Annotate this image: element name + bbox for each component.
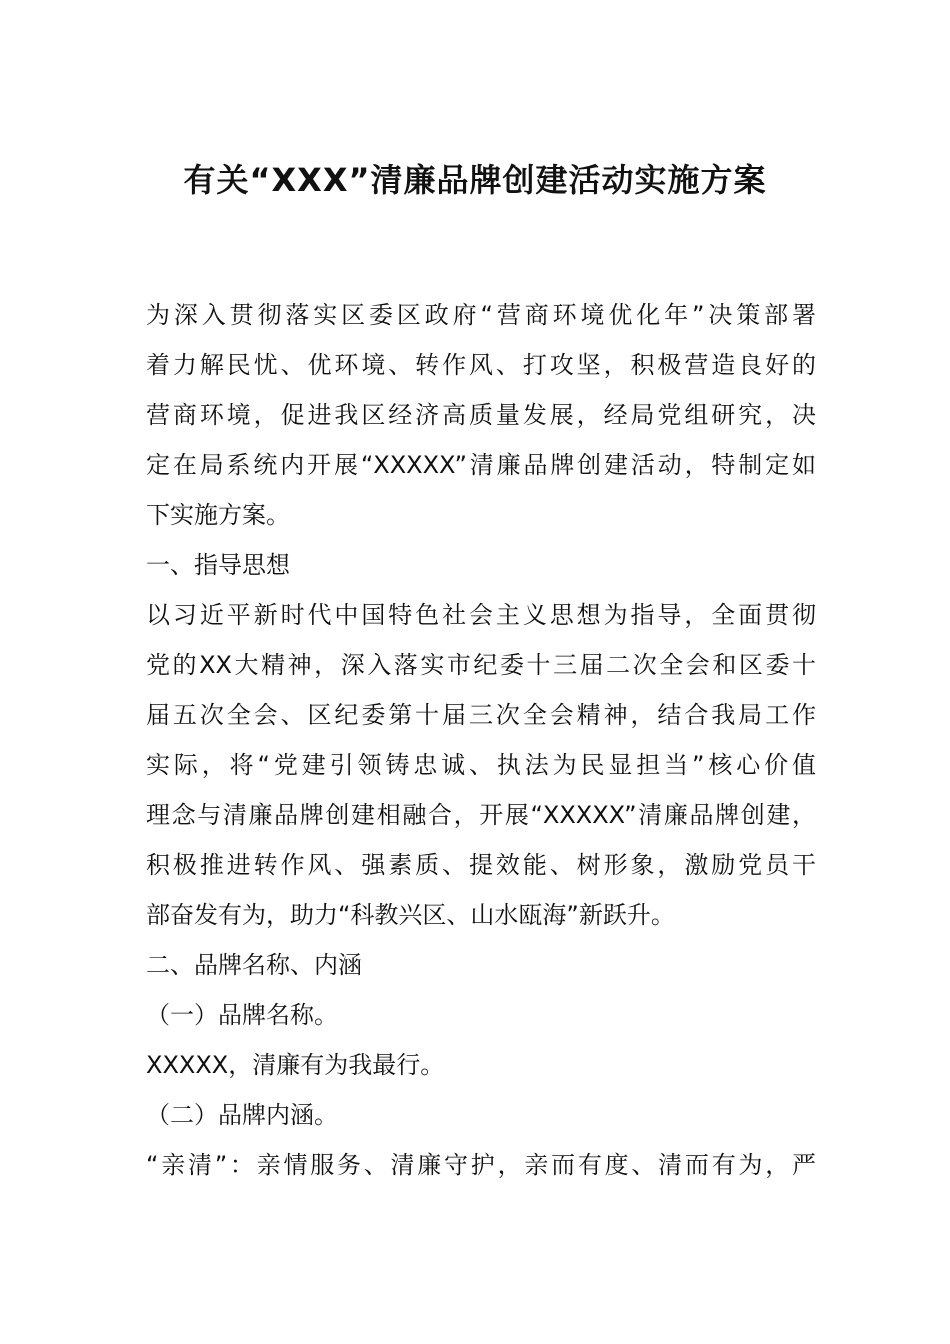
text-line: 定在局系统内开展“XXXXX”清廉品牌创建活动，特制定如 [146, 451, 816, 479]
document-body [146, 290, 816, 1190]
text-line: 积极推进转作风、强素质、提效能、树形象，激励党员干 [146, 851, 816, 879]
text-line: 部奋发有为，助力“科教兴区、山水瓯海”新跃升。 [146, 901, 675, 929]
text-line: 一、指导思想 [146, 551, 290, 579]
text-line: 下实施方案。 [146, 501, 290, 529]
text-line: （二）品牌内涵。 [146, 1101, 338, 1129]
document-title: 有关“XXX”清廉品牌创建活动实施方案 [183, 161, 767, 199]
text-line: XXXXX，清廉有为我最行。 [146, 1051, 445, 1079]
text-line: 实际，将“党建引领铸忠诚、执法为民显担当”核心价值 [146, 751, 816, 779]
text-line: 理念与清廉品牌创建相融合，开展“XXXXX”清廉品牌创建， [146, 801, 816, 829]
text-line: 届五次全会、区纪委第十届三次全会精神，结合我局工作 [146, 701, 816, 729]
text-line: 以习近平新时代中国特色社会主义思想为指导，全面贯彻 [146, 601, 816, 629]
text-line: 为深入贯彻落实区委区政府“营商环境优化年”决策部署 [146, 301, 816, 329]
text-line: 二、品牌名称、内涵 [146, 951, 362, 979]
text-line: “亲清”：亲情服务、清廉守护，亲而有度、清而有为，严 [146, 1151, 816, 1179]
text-line: 营商环境，促进我区经济高质量发展，经局党组研究，决 [146, 401, 816, 429]
text-line: 党的XX大精神，深入落实市纪委十三届二次全会和区委十 [146, 651, 816, 679]
text-line: 着力解民忧、优环境、转作风、打攻坚，积极营造良好的 [146, 351, 816, 379]
text-line: （一）品牌名称。 [146, 1001, 338, 1029]
